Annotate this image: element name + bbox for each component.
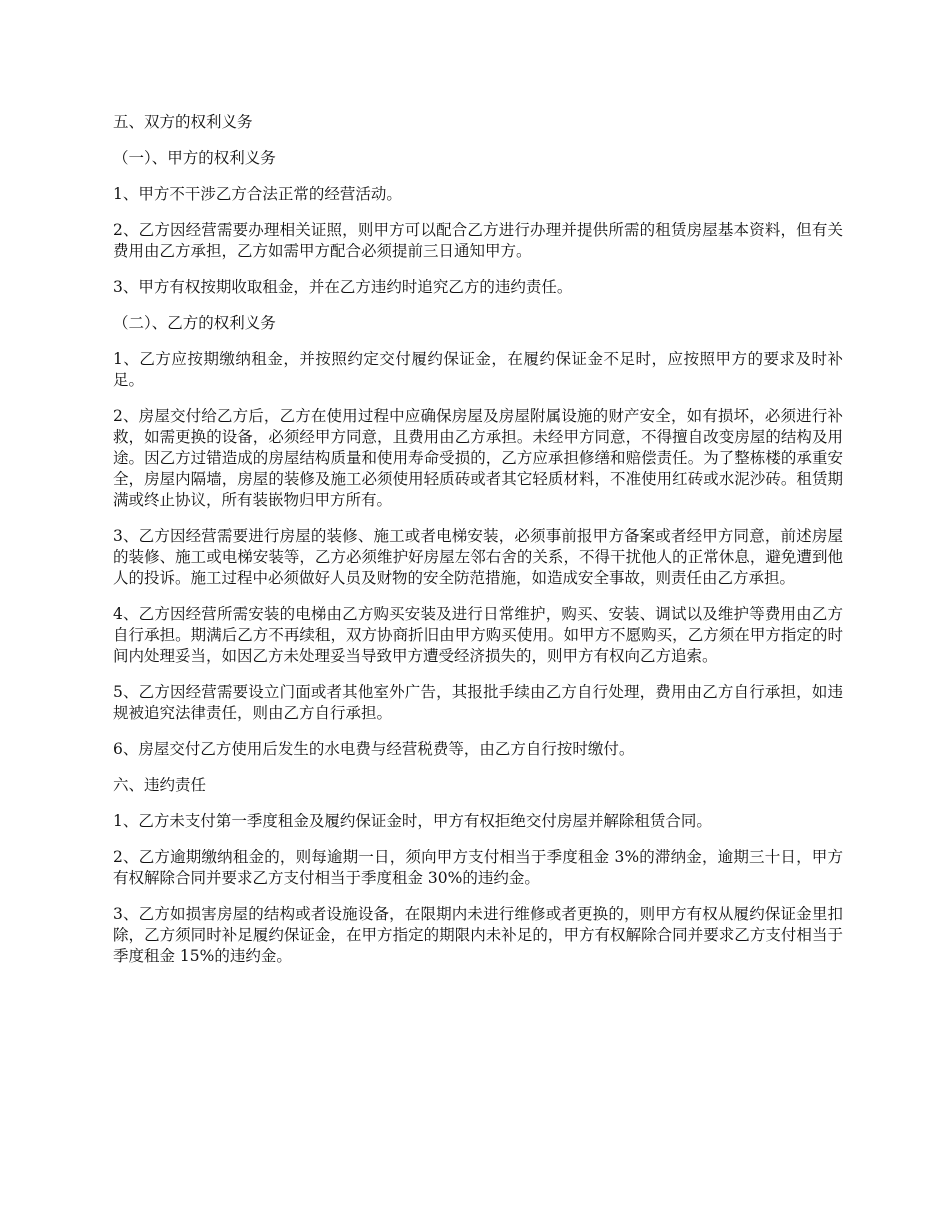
- clause-a-3: 3、甲方有权按期收取租金，并在乙方违约时追究乙方的违约责任。: [113, 278, 573, 296]
- section-heading-rights-obligations: 五、双方的权利义务: [113, 113, 253, 131]
- subsection-heading-party-b: （二）、乙方的权利义务: [113, 314, 276, 332]
- subsection-heading-party-a: （一）、甲方的权利义务: [113, 149, 276, 167]
- clause-b-1: 1、乙方应按期缴纳租金，并按照约定交付履约保证金，在履约保证金不足时，应按照甲方的要求及时补足。: [113, 350, 843, 389]
- clause-b-5: 5、乙方因经营需要设立门面或者其他室外广告，其报批手续由乙方自行处理，费用由乙方自行承担，如违规被追究法律责任，则由乙方自行承担。: [113, 683, 843, 722]
- clause-breach-2: 2、乙方逾期缴纳租金的，则每逾期一日，须向甲方支付相当于季度租金 3%的滞纳金，逾期三十日，甲方有权解除合同并要求乙方支付相当于季度租金 30%的违约金。: [113, 848, 843, 887]
- clause-a-1: 1、甲方不干涉乙方合法正常的经营活动。: [113, 185, 402, 203]
- clause-b-3: 3、乙方因经营需要进行房屋的装修、施工或者电梯安装，必须事前报甲方备案或者经甲方同意，前述房屋的装修、施工或电梯安装等，乙方必须维护好房屋左邻右舍的关系，不得干扰他人的正常休息，避免遭到他人的投诉。施工过程中必须做好人员及财物的安全防范措施，如造成安全事故，则责任由乙方承担。: [113, 527, 843, 587]
- clause-breach-1: 1、乙方未支付第一季度租金及履约保证金时，甲方有权拒绝交付房屋并解除租赁合同。: [113, 812, 712, 830]
- clause-b-4: 4、乙方因经营所需安装的电梯由乙方购买安装及进行日常维护，购买、安装、调试以及维护等费用由乙方自行承担。期满后乙方不再续租，双方协商折旧由甲方购买使用。如甲方不愿购买，乙方须在甲方指定的时间内处理妥当，如因乙方未处理妥当导致甲方遭受经济损失的，则甲方有权向乙方追索。: [113, 605, 843, 665]
- clause-b-2: 2、房屋交付给乙方后，乙方在使用过程中应确保房屋及房屋附属设施的财产安全，如有损坏，必须进行补救，如需更换的设备，必须经甲方同意，且费用由乙方承担。未经甲方同意，不得擅自改变房屋的结构及用途。因乙方过错造成的房屋结构质量和使用寿命受损的，乙方应承担修缮和赔偿责任。为了整栋楼的承重安全，房屋内隔墙，房屋的装修及施工必须使用轻质砖或者其它轻质材料，不准使用红砖或水泥沙砖。租赁期满或终止协议，所有装嵌物归甲方所有。: [113, 407, 843, 509]
- clause-b-6: 6、房屋交付乙方使用后发生的水电费与经营税费等，由乙方自行按时缴付。: [113, 740, 635, 758]
- document-body: [113, 112, 843, 982]
- section-heading-breach-liability: 六、违约责任: [113, 776, 207, 794]
- clause-a-2: 2、乙方因经营需要办理相关证照，则甲方可以配合乙方进行办理并提供所需的租赁房屋基本资料，但有关费用由乙方承担，乙方如需甲方配合必须提前三日通知甲方。: [113, 221, 843, 260]
- clause-breach-3: 3、乙方如损害房屋的结构或者设施设备，在限期内未进行维修或者更换的，则甲方有权从履约保证金里扣除，乙方须同时补足履约保证金，在甲方指定的期限内未补足的，甲方有权解除合同并要求乙方支付相当于季度租金 15%的违约金。: [113, 905, 843, 965]
